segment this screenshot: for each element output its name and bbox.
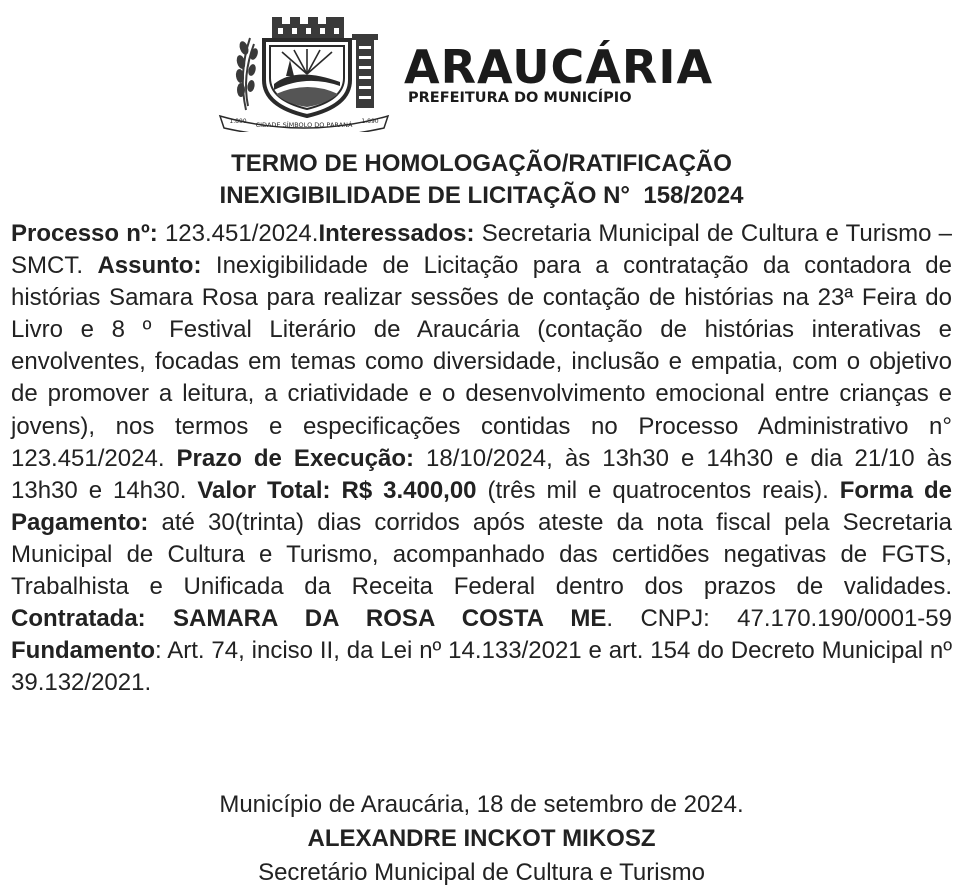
interessados-value: Secretaria Municipal de Cultura e Turismo – SMCT. bbox=[11, 220, 952, 280]
assunto-label: Assunto: bbox=[97, 252, 202, 280]
prazo-value: 18/10/2024, às 13h30 e 14h30 e dia 21/10 às 13h30 e 14h30. bbox=[11, 444, 952, 504]
signature-block bbox=[0, 788, 963, 890]
contratada-value: . CNPJ: 47.170.190/0001-59 bbox=[606, 605, 952, 633]
crest-year-left: 1.890 bbox=[229, 118, 247, 125]
letterhead bbox=[0, 0, 963, 145]
signatory-name: ALEXANDRE INCKOT MIKOSZ bbox=[307, 825, 656, 852]
valor-label: Valor Total: R$ 3.400,00 bbox=[197, 476, 477, 504]
processo-label: Processo nº: bbox=[11, 220, 158, 247]
document-title bbox=[0, 148, 963, 212]
interessados-label: Interessados: bbox=[318, 220, 475, 247]
assunto-value: Inexigibilidade de Licitação para a contratação da contadora de histórias Samara Rosa para realizar sessões de contação de histórias na 23ª Feira do Livro e 8 º Festival Literário de Araucária (contação de histórias interativas e envolventes, focadas em temas como diversidade, inclusão e empatia, com o objetivo de promover a leitura, a criatividade e o desenvolvimento emocional entre crianças e jovens), nos termos e especificações contidas no Processo Administrativo n° 123.451/2024. bbox=[11, 252, 952, 472]
title-line-2: INEXIGIBILIDADE DE LICITAÇÃO N° 158/2024 bbox=[219, 182, 744, 209]
brand-subtitle: PREFEITURA DO MUNICÍPIO bbox=[408, 90, 632, 106]
forma-value: até 30(trinta) dias corridos após ateste da nota fiscal pela Secretaria Municipal de Cultura e Turismo, acompanhado das certidões negativas de FGTS, Trabalhista e Unificada da Receita Federal dentro dos prazos de validades. bbox=[11, 508, 952, 601]
forma-label: Forma de Pagamento: bbox=[11, 476, 953, 536]
title-line-1: TERMO DE HOMOLOGAÇÃO/RATIFICAÇÃO bbox=[231, 150, 732, 177]
brand-block bbox=[404, 40, 714, 106]
crest-year-right: 1.890 bbox=[361, 118, 379, 125]
prazo-label: Prazo de Execução: bbox=[176, 444, 414, 472]
contratada-label: Contratada: SAMARA DA ROSA COSTA ME bbox=[11, 605, 607, 633]
document-body bbox=[11, 218, 952, 699]
signatory-role: Secretário Municipal de Cultura e Turismo bbox=[258, 859, 705, 886]
fundamento-label: Fundamento bbox=[11, 637, 155, 665]
valor-value: (três mil e quatrocentos reais). bbox=[476, 476, 840, 504]
fundamento-value: : Art. 74, inciso II, da Lei nº 14.133/2021 e art. 154 do Decreto Municipal nº 39.132/2021. bbox=[11, 637, 952, 697]
municipal-coat-of-arms bbox=[216, 14, 392, 132]
processo-value: 123.451/2024. bbox=[157, 220, 319, 247]
crest-ribbon-text: CIDADE SÍMBOLO DO PARANÁ bbox=[255, 121, 353, 129]
brand-title: ARAUCÁRIA bbox=[404, 40, 714, 94]
place-date: Município de Araucária, 18 de setembro de 2024. bbox=[219, 791, 744, 818]
